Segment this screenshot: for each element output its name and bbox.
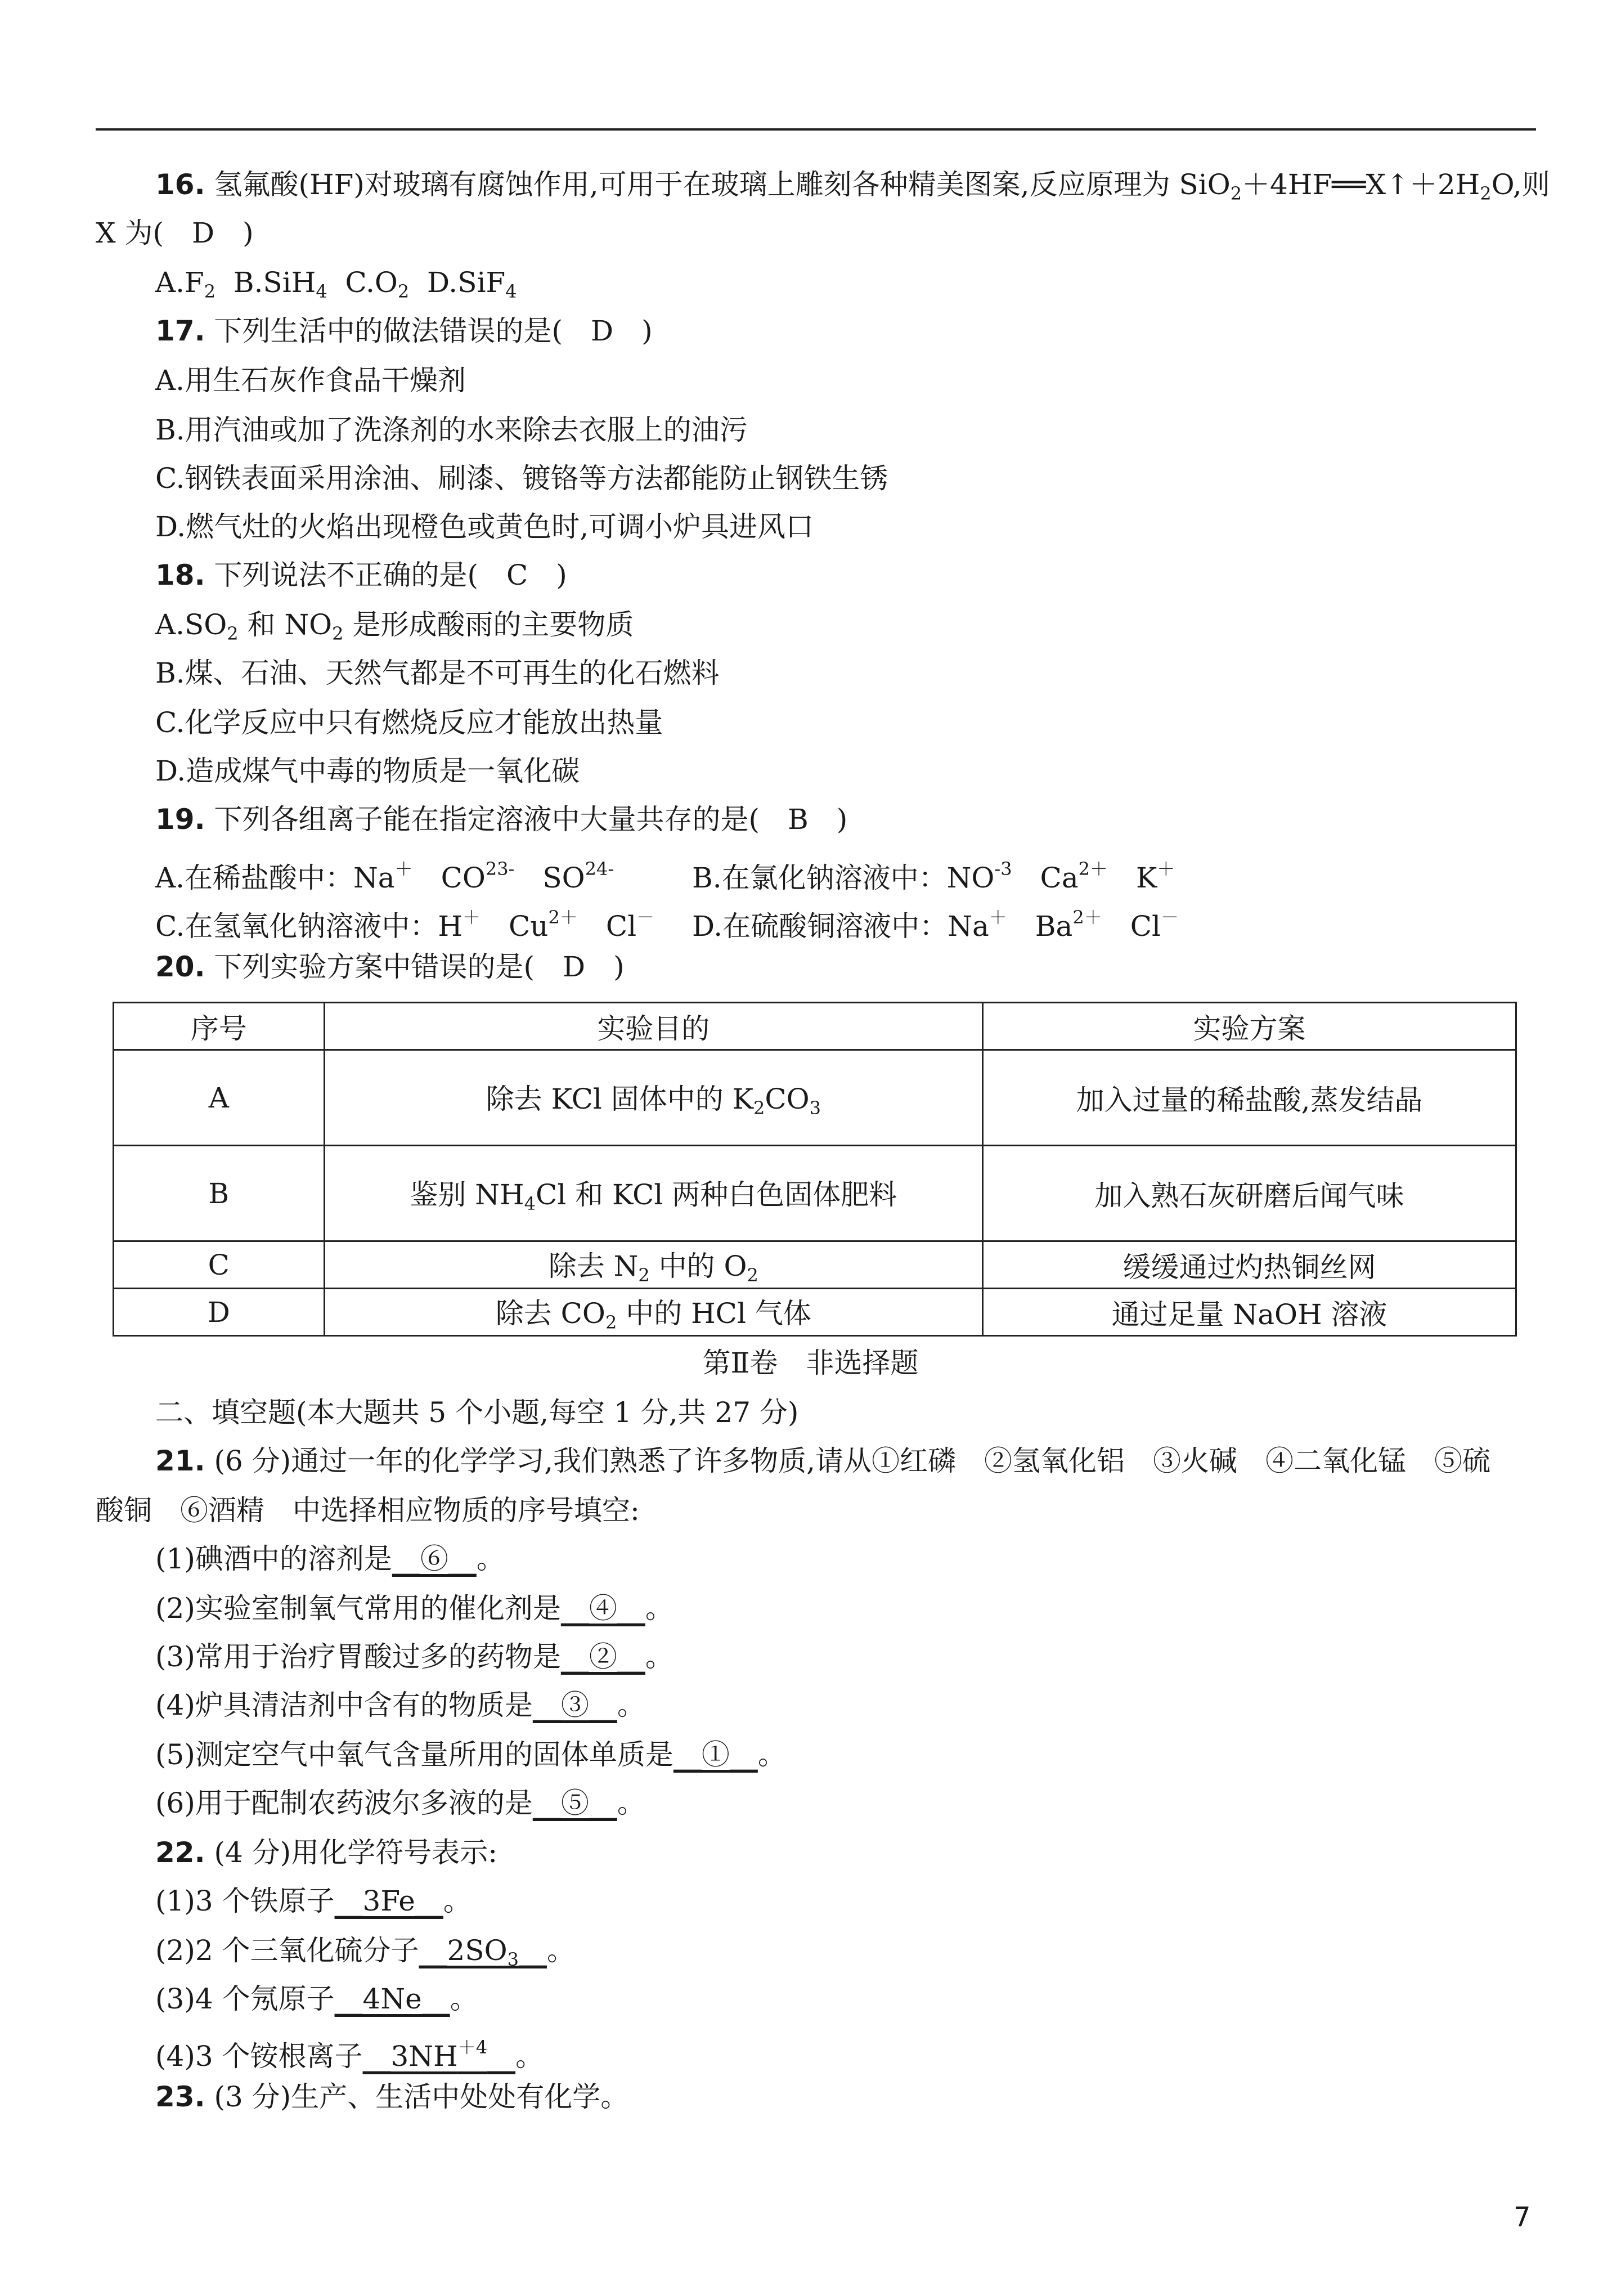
row-plan: 加入熟石灰研磨后闻气味: [983, 1146, 1516, 1241]
answer-blank: __4Ne__: [334, 1983, 450, 2015]
q17-option-b: B.用汽油或加了洗涤剂的水来除去衣服上的油污: [155, 414, 748, 446]
q22-item-2: (2)2 个三氧化硫分子$\_\_2SO_3\_\_$。: [155, 1934, 575, 1970]
q23-stem: 23. (3 分)生产、生活中处处有化学。: [155, 2080, 629, 2113]
q19-option-a: A.在稀盐酸中：Na＋ $CO^{23-}$ $SO^{24-}$: [155, 858, 614, 894]
q18-stem: 18. 下列说法不正确的是( C ): [155, 559, 567, 591]
q18-option-d: D.造成煤气中毒的物质是一氧化碳: [155, 755, 580, 787]
answer-blank: __⑥__: [392, 1542, 477, 1575]
section-title: 第Ⅱ卷 非选择题: [702, 1347, 919, 1379]
row-plan: 通过足量 NaOH 溶液: [983, 1289, 1516, 1336]
table-header-row: [114, 1003, 1516, 1050]
q21-item-4: (4)炉具清洁剂中含有的物质是__③__。: [155, 1689, 645, 1721]
header-rule: [96, 128, 1536, 131]
q19-option-b: B.在氯化钠溶液中：$NO^{-3}$ $Ca^{2+}$ K＋: [692, 858, 1175, 894]
q19-option-c: C.在氢氧化钠溶液中：H＋ $Cu^{2+}$ Cl－: [155, 907, 655, 943]
row-id: D: [114, 1289, 325, 1336]
q21-line2: 酸铜 ⑥酒精 中选择相应物质的序号填空:: [96, 1494, 640, 1527]
q18-option-b: B.煤、石油、天然气都是不可再生的化石燃料: [155, 657, 720, 689]
row-goal: 除去 KCl 固体中的 $K_2CO_3$: [324, 1050, 983, 1146]
q16-line1: 16. 氢氟酸(HF)对玻璃有腐蚀作用,可用于在玻璃上雕刻各种精美图案,反应原理为 $SiO_2+4HF══X↑+2H_2O$,则: [155, 168, 1550, 204]
header-cell: 实验目的: [324, 1003, 983, 1050]
q17-option-c: C.钢铁表面采用涂油、刷漆、镀铬等方法都能防止钢铁生锈: [155, 462, 888, 495]
answer-blank: __④__: [560, 1592, 645, 1625]
q21-item-1: (1)碘酒中的溶剂是__⑥__。: [155, 1542, 505, 1575]
row-plan: 缓缓通过灼热铜丝网: [983, 1241, 1516, 1289]
row-goal: 鉴别 $NH_4Cl$ 和 KCl 两种白色固体肥料: [324, 1146, 983, 1241]
row-goal: 除去 $CO_2$ 中的 HCl 气体: [324, 1289, 983, 1336]
table-row: [114, 1241, 1516, 1289]
q20-stem: 20. 下列实验方案中错误的是( D ): [155, 950, 625, 983]
q16-line2: X 为( D ): [96, 217, 254, 249]
q17-stem: 17. 下列生活中的做法错误的是( D ): [155, 315, 653, 347]
q17-option-d: D.燃气灶的火焰出现橙色或黄色时,可调小炉具进风口: [155, 510, 814, 543]
row-goal: 除去 $N_2$ 中的 $O_2$: [324, 1241, 983, 1289]
row-id: B: [114, 1146, 325, 1241]
answer-blank: __③__: [532, 1689, 617, 1721]
row-plan: 加入过量的稀盐酸,蒸发结晶: [983, 1050, 1516, 1146]
table-row: [114, 1146, 1516, 1241]
q17-option-a: A.用生石灰作食品干燥剂: [155, 364, 466, 397]
table-row: [114, 1289, 1516, 1336]
q22-item-4: (4)3 个铵根离子$\_\_3NH^{+4}\_\_$。: [155, 2037, 544, 2073]
q21-item-6: (6)用于配制农药波尔多液的是__⑤__。: [155, 1787, 645, 1819]
q18-option-a: $A.SO_2$ 和 $NO_2$ 是形成酸雨的主要物质: [155, 608, 634, 644]
experiment-table: [113, 1002, 1517, 1337]
q22-item-3: (3)4 个氖原子__4Ne__。: [155, 1983, 478, 2015]
q21-item-3: (3)常用于治疗胃酸过多的药物是__②__。: [155, 1640, 673, 1673]
q19-stem: 19. 下列各组离子能在指定溶液中大量共存的是( B ): [155, 803, 848, 836]
q19-option-d: D.在硫酸铜溶液中：Na＋ $Ba^{2+}$ Cl－: [692, 907, 1179, 943]
answer-blank: __3Fe__: [334, 1885, 443, 1917]
header-cell: 实验方案: [983, 1003, 1516, 1050]
table-row: [114, 1050, 1516, 1146]
q18-option-c: C.化学反应中只有燃烧反应才能放出热量: [155, 706, 663, 739]
answer-blank: __⑤__: [532, 1787, 617, 1819]
section-heading: 二、填空题(本大题共 5 个小题,每空 1 分,共 27 分): [155, 1396, 799, 1429]
q16-options: $A.F_2$ B.SiH$_4$ $C.O_2$ D.SiF$_4$: [155, 266, 517, 302]
q22-item-1: (1)3 个铁原子__3Fe__。: [155, 1885, 472, 1917]
q21-item-2: (2)实验室制氧气常用的催化剂是__④__。: [155, 1592, 673, 1625]
answer-blank: __①__: [673, 1738, 758, 1771]
q21-line1: 21. (6 分)通过一年的化学学习,我们熟悉了许多物质,请从①红磷 ②氢氧化铝 ③火碱 ④二氧化锰 ⑤硫: [155, 1445, 1490, 1477]
q21-item-5: (5)测定空气中氧气含量所用的固体单质是__①__。: [155, 1738, 786, 1771]
answer-blank: __②__: [560, 1640, 645, 1673]
q22-stem: 22. (4 分)用化学符号表示:: [155, 1836, 498, 1869]
page-number: 7: [1514, 2201, 1531, 2233]
header-cell: 序号: [114, 1003, 325, 1050]
answer-blank: $\_\_3NH^{+4}\_\_$: [362, 2037, 516, 2073]
row-id: A: [114, 1050, 325, 1146]
row-id: C: [114, 1241, 325, 1289]
answer-blank: $\_\_2SO_3\_\_$: [419, 1934, 547, 1970]
